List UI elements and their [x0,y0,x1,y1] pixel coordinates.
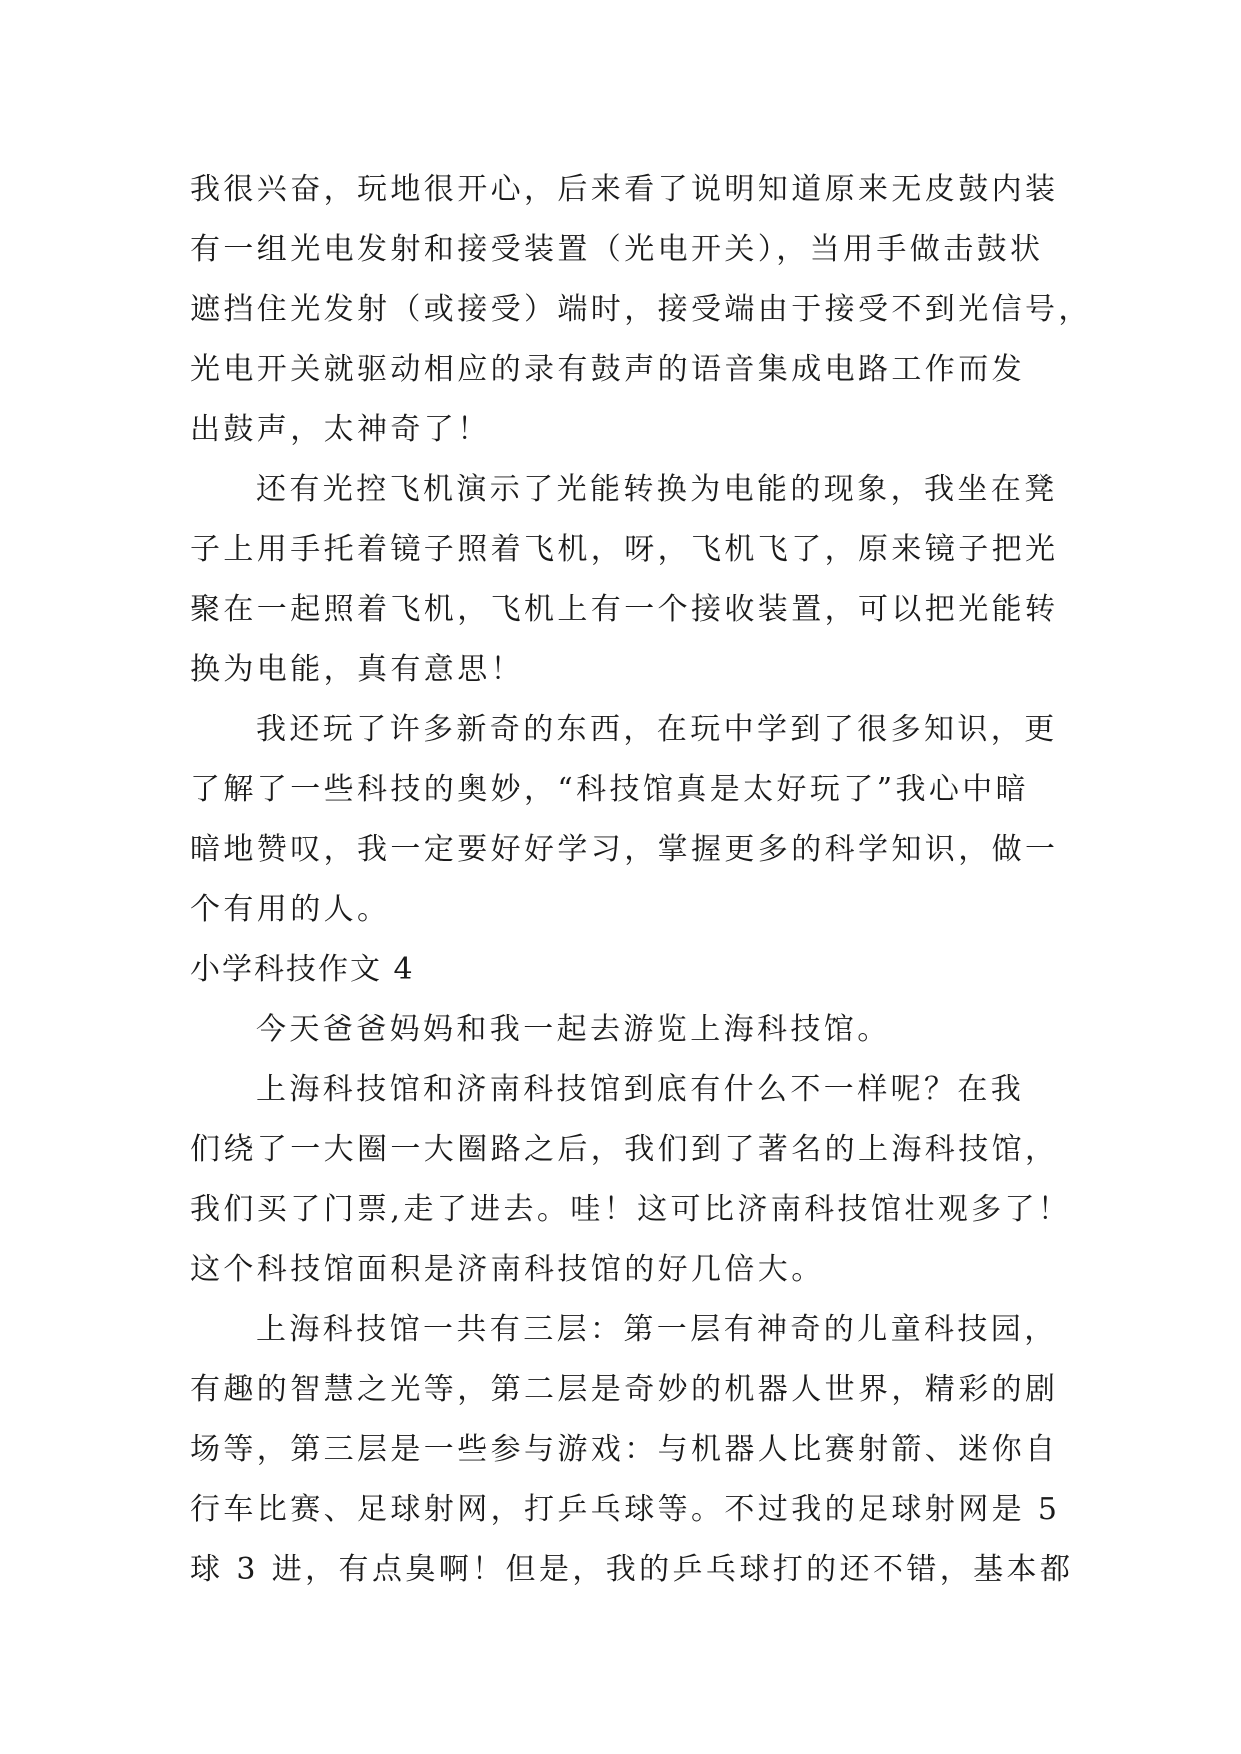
text-line: 场等，第三层是一些参与游戏：与机器人比赛射箭、迷你自 [190,1432,1059,1467]
paragraph-start-line: 上海科技馆和济南科技馆到底有什么不一样呢？在我 [256,1072,1025,1107]
text-line: 出鼓声，太神奇了！ [190,412,491,447]
text-line: 行车比赛、足球射网，打乒乓球等。不过我的足球射网是 5 [190,1492,1061,1527]
text-line: 们绕了一大圈一大圈路之后，我们到了著名的上海科技馆， [190,1132,1059,1167]
text-line: 我们买了门票,走了进去。哇！这可比济南科技馆壮观多了！ [190,1192,1072,1227]
paragraph-start-line: 上海科技馆一共有三层：第一层有神奇的儿童科技园， [256,1312,1058,1347]
text-line: 这个科技馆面积是济南科技馆的好几倍大。 [190,1252,825,1287]
paragraph-start-line: 还有光控飞机演示了光能转换为电能的现象，我坐在凳 [256,472,1058,507]
text-line: 我很兴奋，玩地很开心，后来看了说明知道原来无皮鼓内装 [190,172,1059,207]
paragraph-start-line: 我还玩了许多新奇的东西，在玩中学到了很多知识，更 [256,712,1058,747]
text-line: 暗地赞叹，我一定要好好学习，掌握更多的科学知识，做一 [190,832,1059,867]
text-line: 换为电能，真有意思！ [190,652,524,687]
text-line: 有一组光电发射和接受装置（光电开关），当用手做击鼓状 [190,232,1044,267]
text-line: 聚在一起照着飞机，飞机上有一个接收装置，可以把光能转 [190,592,1059,627]
paragraph-start-line: 今天爸爸妈妈和我一起去游览上海科技馆。 [256,1012,891,1047]
section-heading: 小学科技作文 4 [190,952,415,987]
text-line: 光电开关就驱动相应的录有鼓声的语音集成电路工作而发 [190,352,1025,387]
document-body [190,160,1092,1600]
text-line: 遮挡住光发射（或接受）端时，接受端由于接受不到光信号， [190,292,1092,327]
text-line: 了解了一些科技的奥妙，“科技馆真是太好玩了”我心中暗 [190,772,1030,807]
text-line: 有趣的智慧之光等，第二层是奇妙的机器人世界，精彩的剧 [190,1372,1059,1407]
text-line: 个有用的人。 [190,892,391,927]
text-line: 子上用手托着镜子照着飞机，呀，飞机飞了，原来镜子把光 [190,532,1059,567]
text-line: 球 3 进，有点臭啊！但是，我的乒乓球打的还不错，基本都 [190,1552,1074,1587]
